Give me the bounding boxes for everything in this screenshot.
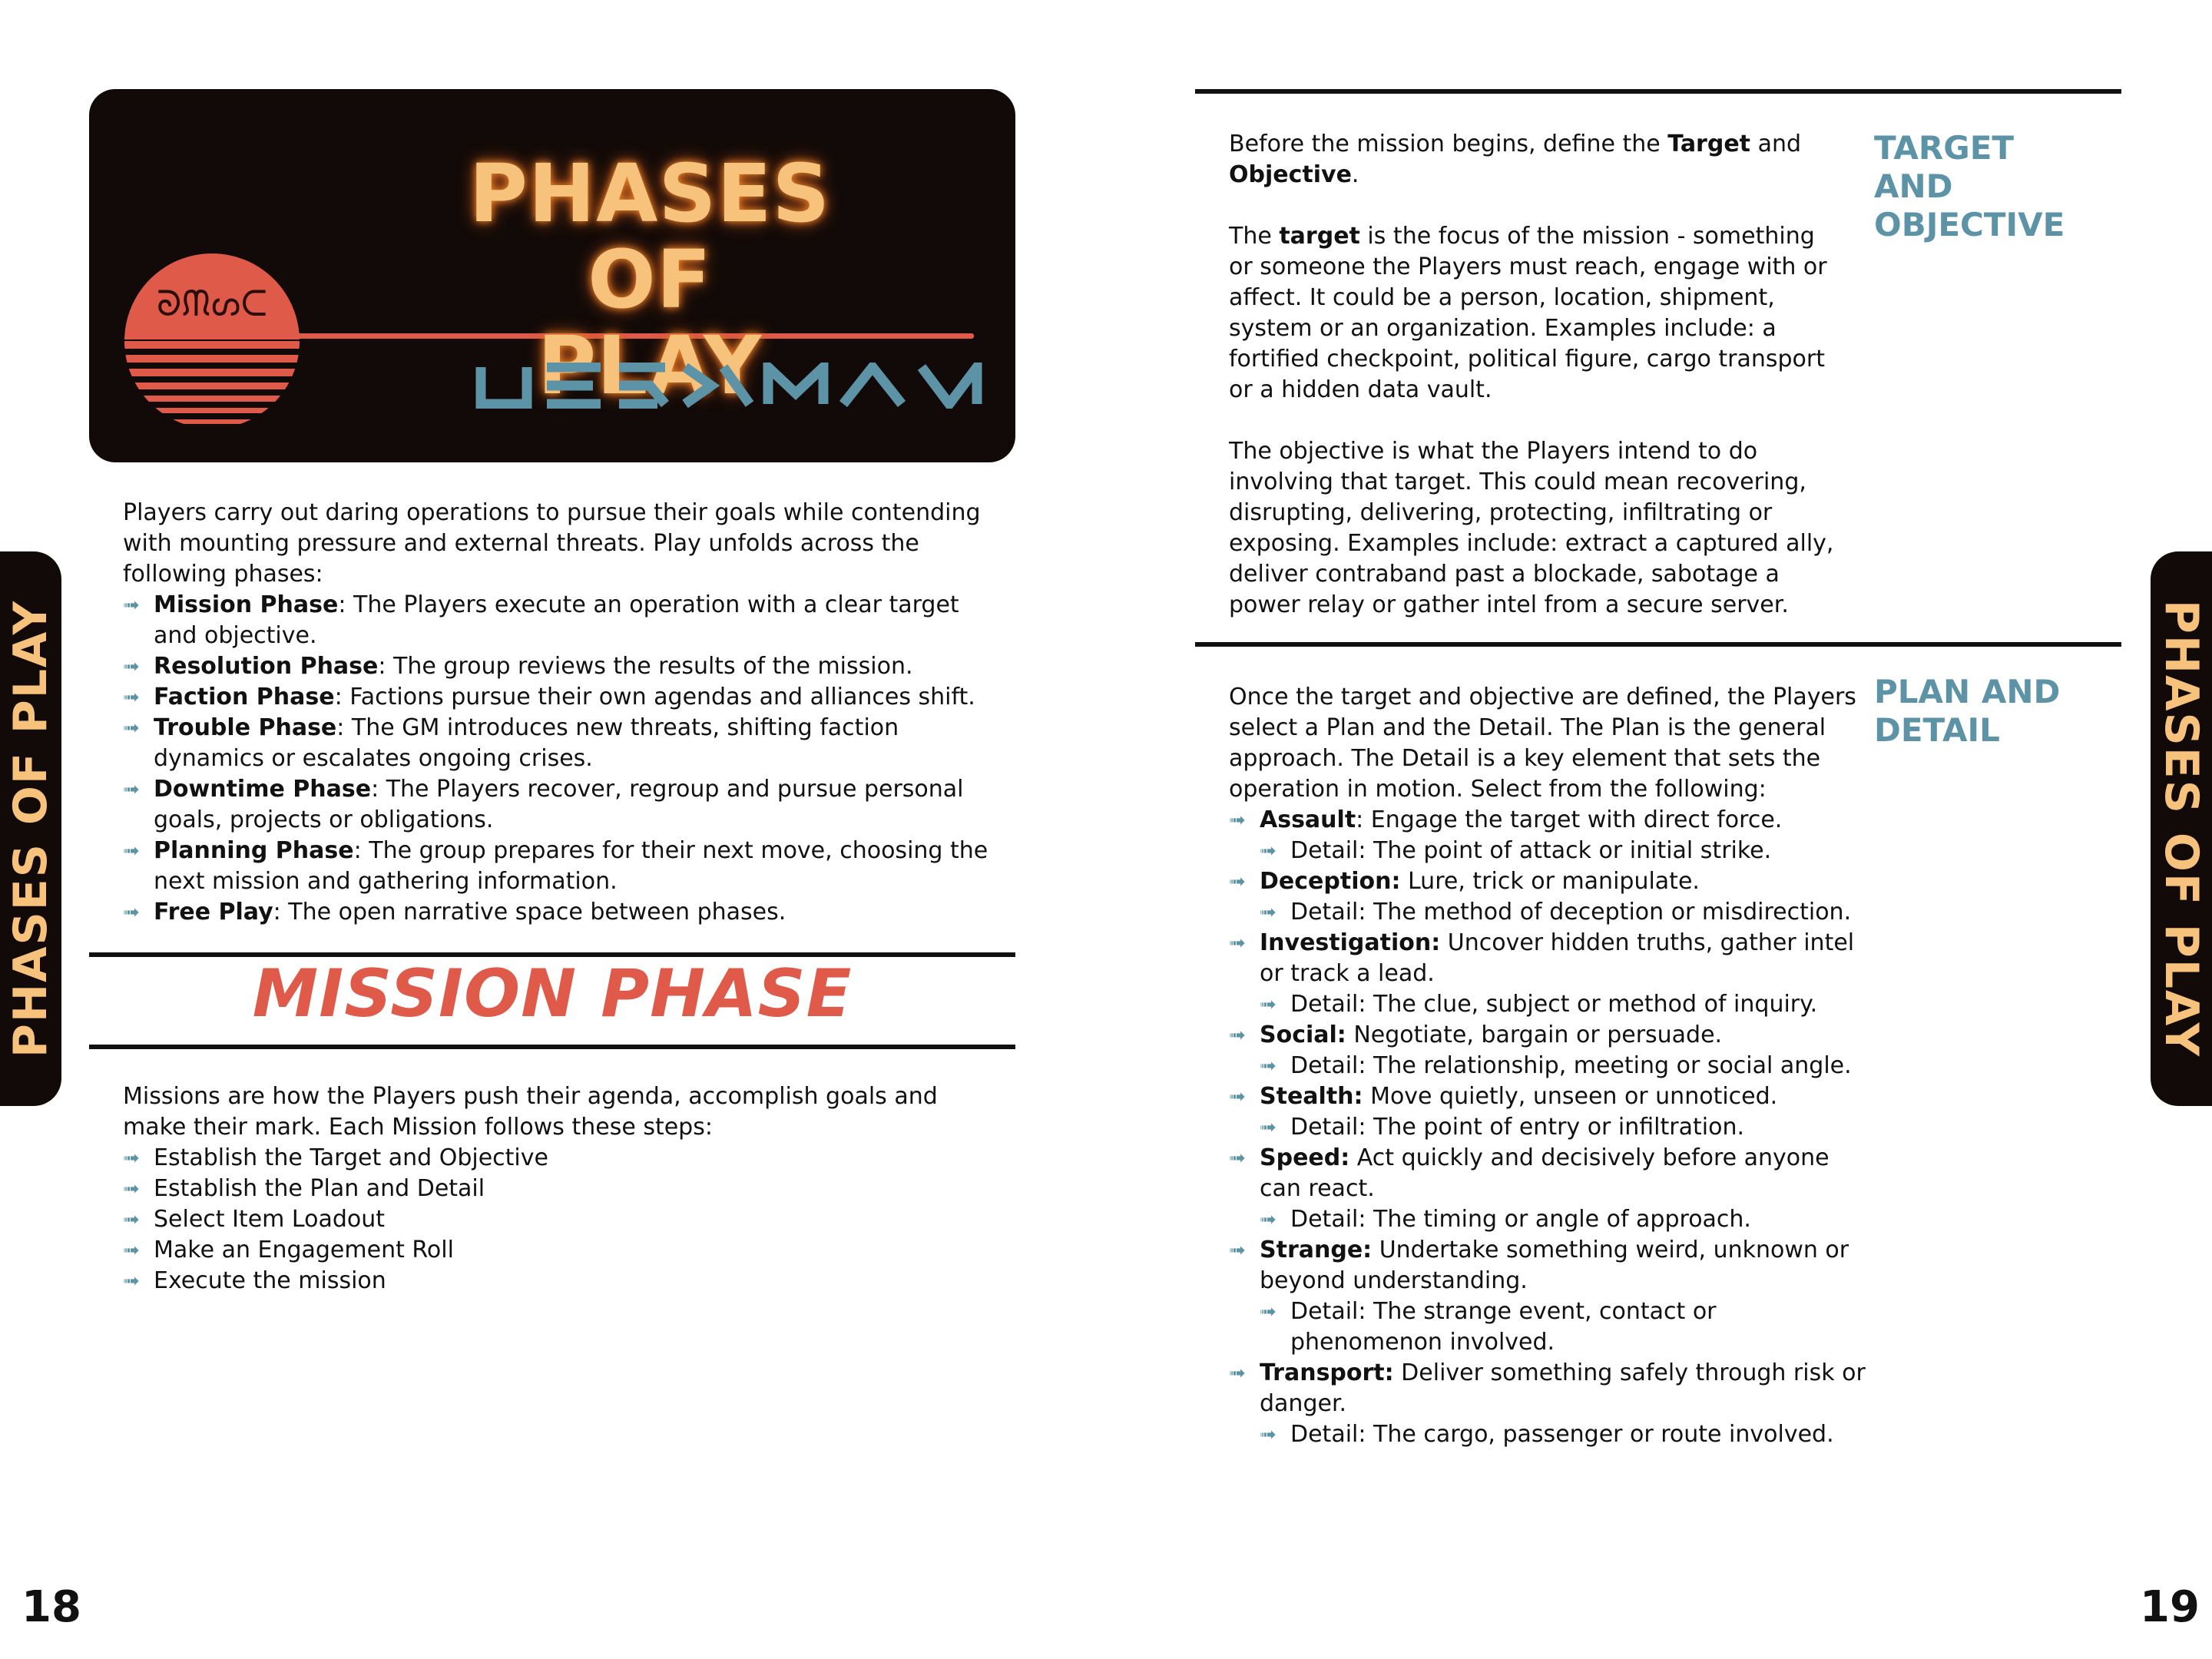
list-item (1229, 836, 1866, 866)
heading-line: OBJECTIVE (1874, 206, 2065, 243)
target-paragraph-3: The objective is what the Players intend to do involving that target. This could mean recovering, disrupting, delivering, protecting, infiltrating or exposing. Examples include: extract a captured ally, deliver contraband past a blockade, sabotage a power relay or gather intel from a secure server. (1229, 438, 1834, 618)
list-item (1229, 1419, 1866, 1450)
phase-name: Resolution Phase (154, 653, 379, 680)
arrow-right-icon: ➟ (1260, 839, 1277, 863)
plan-detail: Detail: The method of deception or misdirection. (1290, 899, 1852, 926)
bold-run: Target (1667, 131, 1751, 157)
arrow-right-icon: ➟ (1229, 1085, 1246, 1108)
phase-desc: : Factions pursue their own agendas and alliances shift. (334, 684, 975, 710)
arrow-right-icon: ➟ (123, 778, 140, 801)
text-run: is the focus of the mission - something or someone the Players must reach, engage with or affect. It could be a person, location, shipment, system or an organization. Examples include: a fortified checkpoint, political figure, cargo transport or a hidden data vault. (1229, 223, 1827, 403)
plan-name: Strange: (1260, 1237, 1373, 1263)
divider (1195, 89, 2121, 94)
arrow-right-icon: ➟ (1260, 1208, 1277, 1231)
left-side-tab (0, 551, 61, 1106)
phases-intro: Players carry out daring operations to pursue their goals while contending with mounting pressure and external threats. Play unfolds across the following phases: (123, 499, 981, 588)
arrow-right-icon: ➟ (123, 686, 140, 709)
divider (89, 1045, 1015, 1049)
arrow-right-icon: ➟ (123, 1270, 140, 1293)
heading-line: PLAN AND (1874, 673, 2061, 710)
arrow-right-icon: ➟ (123, 594, 140, 617)
side-tab-label: PHASES OF PLAY (2154, 599, 2208, 1058)
list-item (1229, 1081, 1866, 1112)
arrow-right-icon: ➟ (123, 839, 140, 863)
phase-desc: : The Players execute an operation with a clear target and objective. (154, 591, 959, 649)
plan-desc: Undertake something weird, unknown or beyond understanding. (1260, 1237, 1849, 1294)
plan-desc: Lure, trick or manipulate. (1400, 868, 1700, 895)
arrow-right-icon: ➟ (123, 655, 140, 678)
phase-name: Downtime Phase (154, 776, 372, 803)
phase-desc: : The Players recover, regroup and pursue personal goals, projects or obligations. (154, 776, 964, 833)
plan-detail: Detail: The point of entry or infiltration. (1290, 1114, 1744, 1141)
phase-desc: : The open narrative space between phases. (273, 899, 786, 926)
plan-desc: Uncover hidden truths, gather intel or track a lead. (1260, 929, 1855, 987)
arrow-right-icon: ➟ (1229, 1024, 1246, 1047)
phase-name: Trouble Phase (154, 714, 337, 741)
bold-run: Objective (1229, 161, 1352, 188)
phase-desc: : The group reviews the results of the mission. (378, 653, 913, 680)
arrow-right-icon: ➟ (1260, 1300, 1277, 1323)
mission-intro: Missions are how the Players push their agenda, accomplish goals and make their mark. Each Mission follows these steps: (123, 1083, 938, 1141)
arrow-right-icon: ➟ (1229, 932, 1246, 955)
sun-glyph-text: ᘐᙏᔕᑕ (157, 283, 267, 324)
title-line-1: PHASES OF (469, 147, 831, 326)
list-item (123, 897, 998, 928)
step-text: Select Item Loadout (154, 1206, 386, 1233)
list-item (1229, 928, 1866, 989)
plan-intro: Once the target and objective are defined, the Players select a Plan and the Detail. The Plan is the general approach. The Detail is a key element that sets the operation in motion. Select from the following: (1229, 684, 1856, 803)
plan-detail: Detail: The cargo, passenger or route involved. (1290, 1421, 1834, 1448)
bold-run: target (1279, 223, 1360, 250)
step-text: Make an Engagement Roll (154, 1237, 454, 1263)
list-item (123, 774, 998, 836)
side-tab-label: PHASES OF PLAY (4, 599, 58, 1058)
arrow-right-icon: ➟ (1260, 1055, 1277, 1078)
text-run: . (1351, 161, 1359, 188)
plan-name: Transport: (1260, 1359, 1394, 1386)
arrow-right-icon: ➟ (123, 1147, 140, 1170)
arrow-right-icon: ➟ (123, 1177, 140, 1200)
aurebesh-title-logo (473, 363, 995, 409)
step-text: Establish the Plan and Detail (154, 1175, 485, 1202)
phase-name: Planning Phase (154, 837, 354, 864)
list-item (1229, 1296, 1866, 1358)
list-item (1229, 1051, 1866, 1081)
phase-name: Mission Phase (154, 591, 339, 618)
plans-list (1229, 805, 1866, 1450)
list-item (123, 1266, 998, 1296)
target-objective-text (1229, 129, 1843, 621)
list-item (1229, 1358, 1866, 1419)
arrow-right-icon: ➟ (123, 717, 140, 740)
list-item (1229, 1143, 1866, 1204)
plan-name: Stealth: (1260, 1083, 1363, 1110)
arrow-right-icon: ➟ (1229, 1147, 1246, 1170)
plan-desc: Move quietly, unseen or unnoticed. (1363, 1083, 1778, 1110)
arrow-right-icon: ➟ (1260, 1116, 1277, 1139)
phase-desc: : The GM introduces new threats, shifting faction dynamics or escalates ongoing crises. (154, 714, 899, 772)
page-number-left: 18 (22, 1582, 81, 1632)
text-run: Before the mission begins, define the (1229, 131, 1668, 157)
plan-detail-text (1229, 682, 1866, 1450)
list-item (123, 1204, 998, 1235)
phases-intro-block (123, 498, 998, 928)
target-paragraph-1 (1229, 129, 1843, 190)
list-item (1229, 1020, 1866, 1051)
list-item (123, 590, 998, 651)
heading-line: DETAIL (1874, 711, 2000, 749)
plan-detail: Detail: The relationship, meeting or social angle. (1290, 1052, 1852, 1079)
plan-desc: : Engage the target with direct force. (1356, 806, 1783, 833)
mission-phase-heading: MISSION PHASE (252, 955, 853, 1032)
arrow-right-icon: ➟ (123, 1239, 140, 1262)
step-text: Execute the mission (154, 1267, 386, 1294)
arrow-right-icon: ➟ (1260, 901, 1277, 924)
list-item (123, 682, 998, 713)
plan-detail: Detail: The strange event, contact or phenomenon involved. (1290, 1298, 1717, 1356)
phase-name: Free Play (154, 899, 273, 926)
plan-detail: Detail: The clue, subject or method of inquiry. (1290, 991, 1818, 1018)
arrow-right-icon: ➟ (1229, 870, 1246, 893)
phase-desc: : The group prepares for their next move, choosing the next mission and gathering information. (154, 837, 988, 895)
phases-list (123, 590, 998, 928)
plan-desc: Deliver something safely through risk or danger. (1260, 1359, 1866, 1417)
list-item (1229, 866, 1866, 897)
heading-line: AND (1874, 167, 1953, 205)
list-item (1229, 989, 1866, 1020)
list-item (123, 1143, 998, 1174)
mission-intro-block (123, 1081, 998, 1296)
arrow-right-icon: ➟ (1260, 1423, 1277, 1446)
plan-detail-heading (1874, 673, 2120, 750)
heading-line: TARGET (1874, 129, 2015, 167)
plan-detail: Detail: The timing or angle of approach. (1290, 1206, 1751, 1233)
plan-name: Deception: (1260, 868, 1401, 895)
list-item (123, 1235, 998, 1266)
arrow-right-icon: ➟ (123, 901, 140, 924)
phase-name: Faction Phase (154, 684, 335, 710)
arrow-right-icon: ➟ (1229, 809, 1246, 832)
list-item (1229, 897, 1866, 928)
title-card (89, 89, 1015, 462)
list-item (123, 651, 998, 682)
sun-icon (123, 252, 301, 430)
plan-name: Speed: (1260, 1144, 1350, 1171)
list-item (1229, 805, 1866, 836)
text-run: and (1750, 131, 1802, 157)
title-line-2: PLAY (537, 319, 763, 412)
step-text: Establish the Target and Objective (154, 1144, 548, 1171)
plan-name: Investigation: (1260, 929, 1441, 956)
target-objective-heading (1874, 129, 2120, 244)
plan-name: Assault (1260, 806, 1356, 833)
right-side-tab (2151, 551, 2212, 1106)
list-item (1229, 1112, 1866, 1143)
page-number-right: 19 (2140, 1582, 2200, 1632)
arrow-right-icon: ➟ (1229, 1239, 1246, 1262)
arrow-right-icon: ➟ (1229, 1362, 1246, 1385)
list-item (1229, 1204, 1866, 1235)
arrow-right-icon: ➟ (123, 1208, 140, 1231)
text-run: The (1229, 223, 1280, 250)
plan-detail: Detail: The point of attack or initial strike. (1290, 837, 1772, 864)
plan-desc: Act quickly and decisively before anyone can react. (1260, 1144, 1830, 1202)
target-paragraph-2 (1229, 221, 1843, 406)
list-item (123, 836, 998, 897)
list-item (123, 713, 998, 774)
list-item (1229, 1235, 1866, 1296)
plan-name: Social: (1260, 1022, 1346, 1048)
arrow-right-icon: ➟ (1260, 993, 1277, 1016)
list-item (123, 1174, 998, 1204)
divider (1195, 642, 2121, 647)
plan-desc: Negotiate, bargain or persuade. (1346, 1022, 1723, 1048)
mission-steps-list (123, 1143, 998, 1296)
